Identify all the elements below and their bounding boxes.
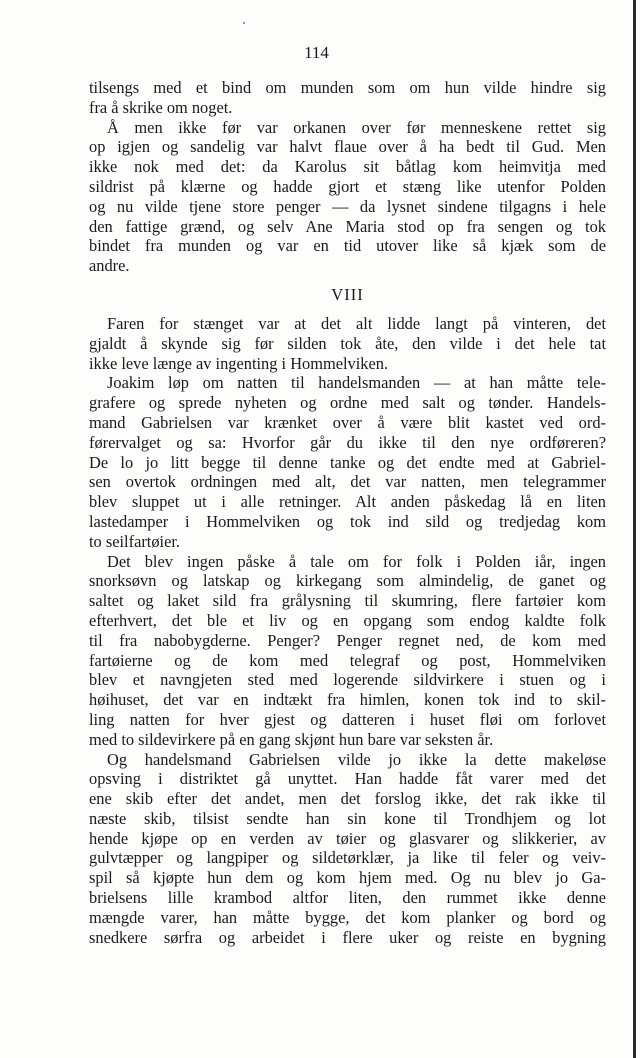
text-line: Å men ikke før var orkanen over før menneskene rettet sig xyxy=(107,117,606,137)
text-line: snedkere sørfra og arbeidet i flere uker og reiste en bygning xyxy=(89,927,606,947)
text-line: saltet og laket sild fra grålysning til skumring, flere fartøier kom xyxy=(89,591,606,611)
text-line: efterhvert, det ble et liv og en opgang som endog kaldte folk xyxy=(89,610,606,630)
text-line: fra å skrike om noget. xyxy=(89,97,233,117)
text-line: tilsengs med et bind om munden som om hun vilde hindre sig xyxy=(89,78,606,97)
text-line: og nu vilde tjene store penger — da lysnet sindene tilgagns i hele xyxy=(89,196,606,216)
text-line: med to sildevirkere på en gang skjønt hun bare var seksten år. xyxy=(89,729,494,749)
text-line: snorksøvn og latskap og kirkegang som almindelig, de ganet og xyxy=(89,571,606,591)
text-line: De lo jo litt begge til denne tanke og det endte med at Gabriel- xyxy=(89,452,606,472)
text-line: ling natten for hver gjest og datteren i huset fløi om forlovet xyxy=(89,709,606,729)
text-line: den fattige grænd, og selv Ane Maria stod op fra sengen og tok xyxy=(89,216,606,236)
section-after-chapter xyxy=(89,314,606,948)
text-line: lastedamper i Hommelviken og tok ind sild og tredjedag kom xyxy=(89,511,606,531)
text-line: op igjen og sandelig var halvt flaue over å ha bedt til Gud. Men xyxy=(89,137,606,157)
text-line: mængde varer, han måtte bygge, det kom planker og bord og xyxy=(89,907,606,927)
chapter-heading: VIII xyxy=(331,284,364,304)
text-line: høihuset, det var en indtækt fra himlen, konen tok ind to skil- xyxy=(89,690,606,710)
text-line: ikke leve længe av ingenting i Hommelviken. xyxy=(89,353,389,373)
text-line: sildrist på klærne og hadde gjort et stæng like utenfor Polden xyxy=(89,176,606,196)
text-line: Og handelsmand Gabrielsen vilde jo ikke la dette makeløse xyxy=(107,749,606,769)
text-line: sen overtok ordningen med alt, det var natten, men telegrammer xyxy=(89,472,606,492)
text-line: brielsens lille krambod altfor liten, den rummet ikke denne xyxy=(89,888,606,908)
text-line: spil så kjøpte hun dem og kom hjem med. Og nu blev jo Ga- xyxy=(89,868,606,888)
text-line: opsving i distriktet gå unyttet. Han hadde fåt varer med det xyxy=(89,769,606,789)
text-line: Faren for stænget var at det alt lidde langt på vinteren, det xyxy=(107,313,606,333)
text-line: ene skib efter det andet, men det forslog ikke, det rak ikke til xyxy=(89,789,606,809)
text-line: gjaldt å skynde sig før silden tok åte, den vilde i det hele tat xyxy=(89,333,606,353)
page-number: 114 xyxy=(304,43,329,62)
text-line: gulvtæpper og langpiper og sildetørklær, ja like til feler og veiv- xyxy=(89,848,606,868)
text-line: ikke nok med det: da Karolus sit båtlag kom heimvitja med xyxy=(89,157,606,177)
text-line: bindet fra munden og var en tid utover like så kjæk som de xyxy=(89,236,606,256)
text-line: fartøierne og de kom med telegraf og post, Hommelviken xyxy=(89,650,606,670)
text-line: andre. xyxy=(89,256,130,276)
text-line: blev et navngjeten sted med logerende sildvirkere i stuen og i xyxy=(89,670,606,690)
text-line: to seilfartøier. xyxy=(89,531,181,551)
section-before-chapter xyxy=(89,78,606,276)
print-speck xyxy=(243,22,245,24)
body-text xyxy=(89,78,606,947)
text-line: mand Gabrielsen var krænket over å være blit kastet ved ord- xyxy=(89,412,606,432)
text-line: blev sluppet ut i alle retninger. Alt anden påskedag lå en liten xyxy=(89,492,606,512)
text-line: hende kjøpe op en verden av tøier og glasvarer og slikkerier, av xyxy=(89,828,606,848)
text-line: Joakim løp om natten til handelsmanden — at han måtte tele- xyxy=(107,373,606,393)
text-line: næste skib, tilsist sendte han sin kone til Trondhjem og lot xyxy=(89,808,606,828)
text-line: Det blev ingen påske å tale om for folk i Polden iår, ingen xyxy=(107,551,606,571)
text-line: til fra nabobygderne. Penger? Penger regnet ned, de kom med xyxy=(89,630,606,650)
text-line: grafere og sprede nyheten og ordne med salt og tønder. Handels- xyxy=(89,393,606,413)
text-line: førervalget og sa: Hvorfor går du ikke til den nye ordføreren? xyxy=(89,432,606,452)
